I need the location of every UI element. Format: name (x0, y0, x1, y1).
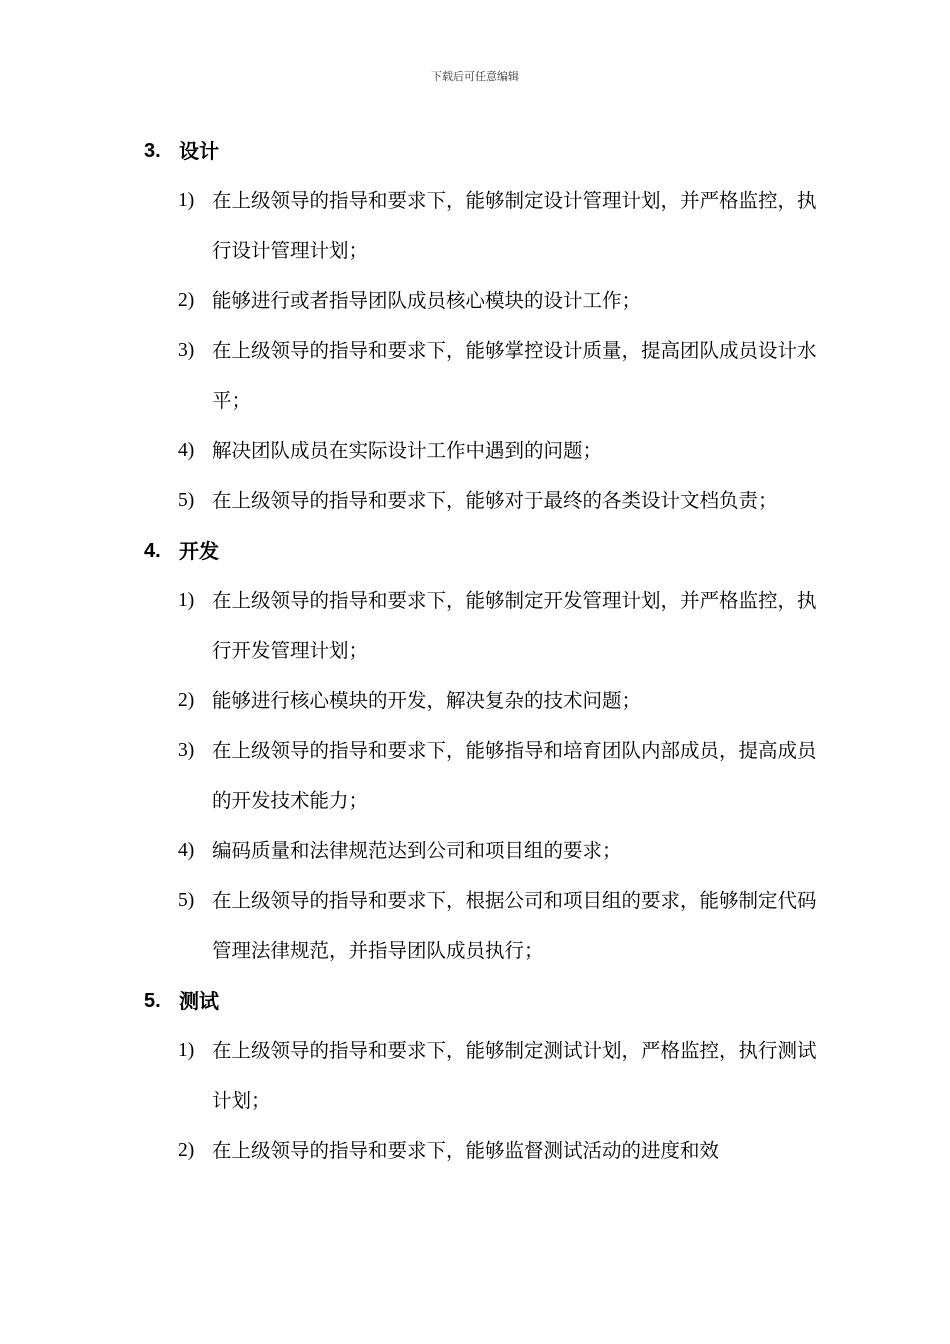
item-text: 在上级领导的指导和要求下，根据公司和项目组的要求，能够制定代码管理法律规范，并指导团队成员执行； (212, 889, 817, 962)
item-number: 2) (178, 1140, 195, 1161)
item-text: 能够进行或者指导团队成员核心模块的设计工作； (212, 289, 642, 312)
item-text: 在上级领导的指导和要求下，能够对于最终的各类设计文档负责； (212, 489, 778, 512)
section-number: 4. (144, 540, 161, 562)
list-item (0, 1026, 822, 1126)
item-text: 在上级领导的指导和要求下，能够指导和培育团队内部成员，提高成员的开发技术能力； (212, 739, 817, 812)
list-item (0, 476, 822, 526)
item-number: 5) (178, 890, 195, 911)
item-text: 在上级领导的指导和要求下，能够掌控设计质量，提高团队成员设计水平； (212, 339, 817, 412)
section-number: 5. (144, 990, 161, 1012)
item-text: 解决团队成员在实际设计工作中遇到的问题； (212, 439, 603, 462)
list-item (0, 276, 822, 326)
section-title: 设计 (179, 139, 219, 163)
section-heading (0, 526, 950, 576)
item-text: 在上级领导的指导和要求下，能够制定设计管理计划，并严格监控，执行设计管理计划； (212, 189, 817, 262)
item-text: 在上级领导的指导和要求下，能够监督测试活动的进度和效 (212, 1139, 720, 1162)
list-item (0, 826, 822, 876)
section-title: 测试 (179, 989, 219, 1013)
section-heading (0, 976, 950, 1026)
item-text: 在上级领导的指导和要求下，能够制定测试计划，严格监控，执行测试计划； (212, 1039, 817, 1112)
item-number: 1) (178, 590, 195, 611)
list-item (0, 876, 822, 976)
page-header: 下载后可任意编辑 (431, 70, 519, 83)
item-number: 3) (178, 740, 195, 761)
list-item (0, 676, 822, 726)
section-title: 开发 (179, 539, 219, 563)
list-item (0, 1126, 822, 1176)
item-number: 2) (178, 690, 195, 711)
item-number: 4) (178, 840, 195, 861)
list-item (0, 726, 822, 826)
item-number: 1) (178, 190, 195, 211)
item-number: 2) (178, 290, 195, 311)
section-number: 3. (144, 140, 161, 162)
document-body (0, 126, 950, 1176)
item-number: 4) (178, 440, 195, 461)
item-text: 能够进行核心模块的开发，解决复杂的技术问题； (212, 689, 642, 712)
item-text: 在上级领导的指导和要求下，能够制定开发管理计划，并严格监控，执行开发管理计划； (212, 589, 817, 662)
item-number: 5) (178, 490, 195, 511)
list-item (0, 176, 822, 276)
item-text: 编码质量和法律规范达到公司和项目组的要求； (212, 839, 622, 862)
list-item (0, 326, 822, 426)
item-number: 1) (178, 1040, 195, 1061)
section-heading (0, 126, 950, 176)
list-item (0, 426, 822, 476)
list-item (0, 576, 822, 676)
item-number: 3) (178, 340, 195, 361)
